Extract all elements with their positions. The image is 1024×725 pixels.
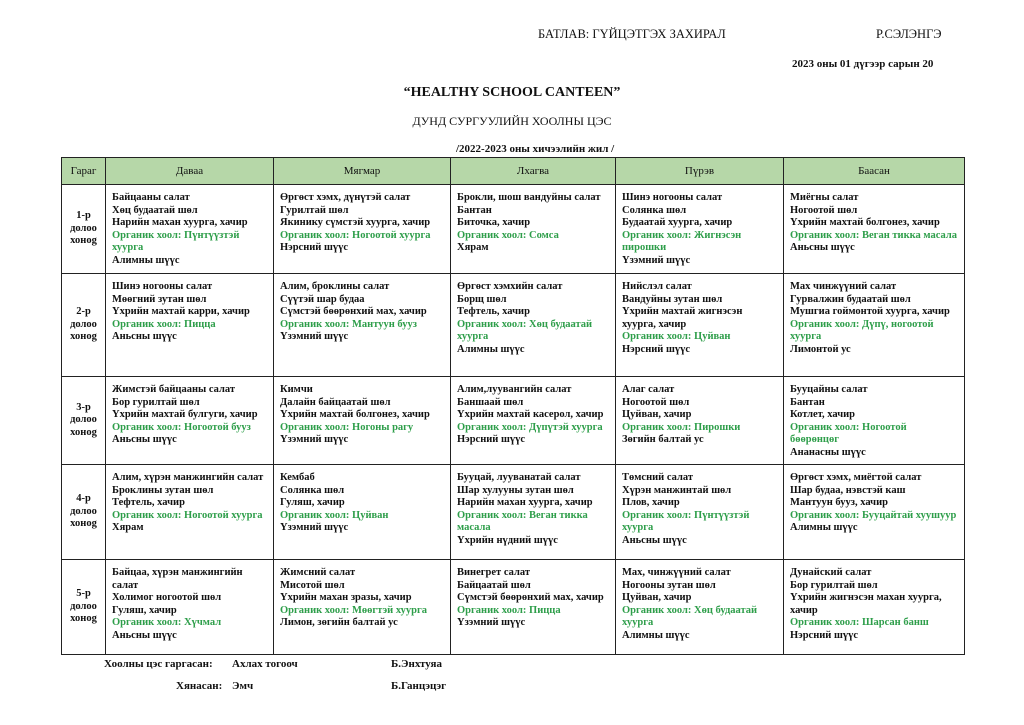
dish-item: Тефтель, хачир	[112, 497, 185, 509]
menu-cell-tuesday	[274, 377, 451, 465]
header-row	[62, 158, 965, 185]
dish-item: Шар хулууны зутан шөл	[457, 484, 574, 496]
approval-line: БАТЛАВ: ГҮЙЦЭТГЭХ ЗАХИРАЛ	[538, 27, 726, 41]
dish-item: Жимсний салат	[280, 567, 356, 578]
organic-dish: Органик хоол: Веган тикка масала	[457, 509, 588, 534]
column-header-monday: Даваа	[106, 158, 274, 185]
dish-item: Аньсны шүүс	[112, 434, 177, 446]
dish-item: Шинэ ногооны салат	[112, 281, 213, 292]
dish-item: Гуляш, хачир	[280, 497, 345, 509]
dish-item: Ногооны зутан шөл	[622, 579, 716, 591]
page-title: “HEALTHY SCHOOL CANTEEN”	[403, 85, 621, 100]
approval-date: 2023 оны 01 дүгээр сарын 20	[792, 58, 934, 70]
dish-item: Бууцайны салат	[790, 384, 868, 395]
dish-item: Өргөст хэмх, миёгтой салат	[790, 472, 922, 483]
dish-item: Үхрийн махан зразы, хачир	[280, 592, 412, 604]
menu-cell-friday	[784, 465, 965, 560]
dish-item: Үзэмний шүүс	[280, 331, 349, 343]
menu-cell-wednesday	[451, 274, 616, 377]
menu-table	[61, 157, 965, 655]
menu-cell-thursday	[616, 185, 784, 274]
organic-dish: Органик хоол: Пицца	[112, 318, 216, 330]
organic-dish: Органик хоол: Пүнтүүзтэй хуурга	[112, 229, 240, 254]
dish-item: Үхрийн жигнэсэн махан хуурга, хачир	[790, 592, 942, 616]
organic-dish: Органик хоол: Мөөгтэй хуурга	[280, 604, 428, 616]
week-label: 1-р долоо хонog	[62, 185, 106, 274]
dish-item: Үхрийн махтай жигнэсэн хуурга, хачир	[622, 306, 743, 330]
dish-item: Тефтель, хачир	[457, 306, 530, 318]
dish-item: Солянка шөл	[280, 484, 345, 496]
dish-item: Якинику сүмстэй хуурга, хачир	[280, 217, 431, 229]
column-header-tuesday: Мягмар	[274, 158, 451, 185]
school-year: /2022-2023 оны хичээлийн жил /	[456, 143, 615, 155]
menu-cell-thursday	[616, 377, 784, 465]
dish-item: Аньсны шүүс	[112, 331, 177, 343]
dish-item: Сүмстэй бөөрөнхий мах, хачир	[280, 306, 427, 318]
dish-item: Алимны шүүс	[790, 522, 858, 534]
dish-item: Байцаатай шөл	[457, 579, 531, 591]
dish-item: Цуйван, хачир	[622, 592, 692, 604]
dish-item: Аньсны шүүс	[112, 629, 177, 641]
dish-item: Алим, броклины салат	[280, 281, 390, 292]
reviewed-label: Хянасан:	[176, 680, 223, 692]
organic-dish: Органик хоол: Пүнтүүзтэй хуурга	[622, 509, 750, 534]
dish-item: Лимонтой ус	[790, 343, 851, 355]
week-label: 4-р долоо хонog	[62, 465, 106, 560]
dish-item: Үзэмний шүүс	[457, 617, 526, 629]
dish-item: Зөгийн балтай ус	[622, 434, 704, 446]
dish-item: Нарийн махан хуурга, хачир	[112, 217, 248, 229]
dish-item: Бантан	[790, 396, 825, 408]
dish-item: Нарийн махан хуурга, хачир	[457, 497, 593, 509]
menu-cell-monday	[106, 274, 274, 377]
dish-item: Үхрийн махтай касерол, хачир	[457, 409, 604, 421]
organic-dish: Органик хоол: Ногоотой бөөрөнцөг	[790, 421, 907, 446]
organic-dish: Органик хоол: Цуйван	[280, 509, 389, 521]
column-header-friday: Баасан	[784, 158, 965, 185]
dish-item: Үзэмний шүүс	[622, 254, 691, 266]
dish-item: Цуйван, хачир	[622, 409, 692, 421]
reviewed-role: Эмч	[232, 680, 254, 692]
menu-cell-friday	[784, 185, 965, 274]
dish-item: Үзэмний шүүс	[280, 522, 349, 534]
dish-item: Баншаай шөл	[457, 396, 524, 408]
menu-cell-friday	[784, 274, 965, 377]
dish-item: Холимог ногоотой шөл	[112, 592, 222, 604]
menu-cell-tuesday	[274, 560, 451, 655]
week-label: 2-р долоо хонog	[62, 274, 106, 377]
organic-dish: Органик хоол: Бууцайтай хуушуур	[790, 509, 957, 521]
dish-item: Мантуун бууз, хачир	[790, 497, 888, 509]
menu-cell-wednesday	[451, 465, 616, 560]
week-row	[62, 274, 965, 377]
prepared-role: Ахлах тогооч	[232, 658, 298, 670]
dish-item: Алим, хүрэн манжингийн салат	[112, 472, 264, 483]
organic-dish: Органик хоол: Хөц будаатай хуурга	[622, 604, 758, 629]
organic-dish: Органик хоол: Веган тикка масала	[790, 229, 958, 241]
dish-item: Нэрсний шүүс	[457, 434, 526, 446]
dish-item: Үхрийн махтай болгонез, хачир	[790, 217, 940, 229]
prepared-name: Б.Энхтуяа	[391, 658, 442, 670]
dish-item: Нэрсний шүүс	[790, 629, 859, 641]
dish-item: Шар будаа, нэвстэй каш	[790, 484, 906, 496]
organic-dish: Органик хоол: Хөц будаатай хуурга	[457, 318, 593, 343]
menu-cell-monday	[106, 465, 274, 560]
organic-dish: Органик хоол: Дүпү, ногоотой хуурга	[790, 318, 934, 343]
dish-item: Плов, хачир	[622, 497, 680, 509]
dish-item: Бууцай, лууванатай салат	[457, 472, 581, 483]
dish-item: Гуляш, хачир	[112, 604, 177, 616]
organic-dish: Органик хоол: Пицца	[457, 604, 561, 616]
reviewed-name: Б.Ганцэцэг	[391, 680, 447, 692]
dish-item: Үхрийн махтай болгонез, хачир	[280, 409, 430, 421]
dish-item: Өргөст хэмхийн салат	[457, 281, 563, 292]
dish-item: Винегрет салат	[457, 567, 530, 578]
dish-item: Дунайский салат	[790, 567, 872, 578]
dish-item: Аньсны шүүс	[790, 242, 855, 254]
week-label: 3-р долоо хонog	[62, 377, 106, 465]
dish-item: Нэрсний шүүс	[622, 343, 691, 355]
menu-cell-monday	[106, 560, 274, 655]
dish-item: Бантан	[457, 204, 492, 216]
dish-item: Миёгны салат	[790, 192, 859, 203]
column-header-weekday: Гараг	[62, 158, 106, 185]
dish-item: Далайн байцаатай шөл	[280, 396, 391, 408]
menu-cell-thursday	[616, 560, 784, 655]
director-name: Р.СЭЛЭНГЭ	[876, 27, 942, 41]
prepared-label: Хоолны цэс гаргасан:	[104, 658, 213, 670]
organic-dish: Органик хоол: Шарсан банш	[790, 617, 929, 629]
menu-cell-wednesday	[451, 185, 616, 274]
dish-item: Үхрийн махтай булгуги, хачир	[112, 409, 258, 421]
dish-item: Борщ шөл	[457, 293, 507, 305]
dish-item: Шинэ ногооны салат	[622, 192, 723, 203]
dish-item: Лимон, зөгийн балтай ус	[280, 617, 398, 629]
dish-item: Сүмстэй бөөрөнхий мах, хачир	[457, 592, 604, 604]
menu-cell-tuesday	[274, 274, 451, 377]
menu-cell-wednesday	[451, 377, 616, 465]
organic-dish: Органик хоол: Хүчмал	[112, 617, 222, 629]
dish-item: Котлет, хачир	[790, 409, 856, 421]
dish-item: Будаатай хуурга, хачир	[622, 217, 733, 229]
dish-item: Байцаа, хүрэн манжингийн салат	[112, 567, 243, 591]
dish-item: Мисотой шөл	[280, 579, 345, 591]
dish-item: Хөц будаатай шөл	[112, 204, 198, 216]
dish-item: Кембаб	[280, 472, 315, 483]
dish-item: Броклины зутан шөл	[112, 484, 214, 496]
dish-item: Бор гурилтай шөл	[790, 579, 878, 591]
dish-item: Кимчи	[280, 384, 313, 395]
organic-dish: Органик хоол: Ногоны рагу	[280, 421, 414, 433]
menu-cell-monday	[106, 377, 274, 465]
menu-cell-tuesday	[274, 465, 451, 560]
organic-dish: Органик хоол: Жигнэсэн пирошки	[622, 229, 742, 254]
dish-item: Ананасны шүүс	[790, 446, 866, 458]
dish-item: Мах чинжүүний салат	[790, 281, 897, 292]
dish-item: Мушгиа гоймонтой хуурга, хачир	[790, 306, 950, 318]
menu-cell-tuesday	[274, 185, 451, 274]
column-header-thursday: Пүрэв	[616, 158, 784, 185]
dish-item: Хүрэн манжинтай шөл	[622, 484, 732, 496]
dish-item: Үхрийн махтай карри, хачир	[112, 306, 250, 318]
dish-item: Байцааны салат	[112, 192, 190, 203]
dish-item: Жимстэй байцааны салат	[112, 384, 236, 395]
organic-dish: Органик хоол: Ногоотой хуурга	[280, 229, 431, 241]
dish-item: Ногоотой шөл	[790, 204, 858, 216]
menu-cell-friday	[784, 377, 965, 465]
week-row	[62, 185, 965, 274]
week-row	[62, 560, 965, 655]
organic-dish: Органик хоол: Ногоотой хуурга	[112, 509, 263, 521]
dish-item: Солянка шөл	[622, 204, 687, 216]
menu-cell-thursday	[616, 274, 784, 377]
organic-dish: Органик хоол: Ногоотой бууз	[112, 421, 251, 433]
week-row	[62, 377, 965, 465]
dish-item: Нэрсний шүүс	[280, 242, 349, 254]
dish-item: Брокли, шош вандуйны салат	[457, 192, 601, 203]
dish-item: Бор гурилтай шөл	[112, 396, 200, 408]
menu-cell-wednesday	[451, 560, 616, 655]
week-label: 5-р долоо хонog	[62, 560, 106, 655]
menu-cell-thursday	[616, 465, 784, 560]
dish-item: Нийслэл салат	[622, 281, 692, 292]
dish-item: Аньсны шүүс	[622, 534, 687, 546]
organic-dish: Органик хоол: Сомса	[457, 229, 559, 241]
dish-item: Алимны шүүс	[457, 343, 525, 355]
dish-item: Төмсний салат	[622, 472, 693, 483]
dish-item: Өргөст хэмх, дүнүтэй салат	[280, 192, 411, 203]
dish-item: Ногоотой шөл	[622, 396, 690, 408]
menu-cell-monday	[106, 185, 274, 274]
dish-item: Үзэмний шүүс	[280, 434, 349, 446]
dish-item: Гурилтай шөл	[280, 204, 349, 216]
dish-item: Хярам	[457, 242, 489, 254]
page-subtitle: ДУНД СУРГУУЛИЙН ХООЛНЫ ЦЭС	[412, 114, 612, 128]
dish-item: Алаг салат	[622, 384, 675, 395]
organic-dish: Органик хоол: Мантуун бууз	[280, 318, 417, 330]
dish-item: Алимны шүүс	[112, 254, 180, 266]
dish-item: Гурвалжин будаатай шөл	[790, 293, 911, 305]
dish-item: Хярам	[112, 522, 144, 534]
dish-item: Алим,луувангийн салат	[457, 384, 572, 395]
dish-item: Мах, чинжүүний салат	[622, 567, 731, 578]
dish-item: Сүүтэй шар будаа	[280, 293, 365, 305]
dish-item: Биточка, хачир	[457, 217, 531, 229]
dish-item: Мөөгний зутан шөл	[112, 293, 207, 305]
organic-dish: Органик хоол: Цуйван	[622, 331, 731, 343]
column-header-wednesday: Лхагва	[451, 158, 616, 185]
organic-dish: Органик хоол: Пирошки	[622, 421, 741, 433]
dish-item: Үхрийн нүдний шүүс	[457, 534, 558, 546]
dish-item: Алимны шүүс	[622, 629, 690, 641]
organic-dish: Органик хоол: Дүпүтэй хуурга	[457, 421, 603, 433]
dish-item: Вандуйны зутан шөл	[622, 293, 723, 305]
menu-cell-friday	[784, 560, 965, 655]
week-row	[62, 465, 965, 560]
